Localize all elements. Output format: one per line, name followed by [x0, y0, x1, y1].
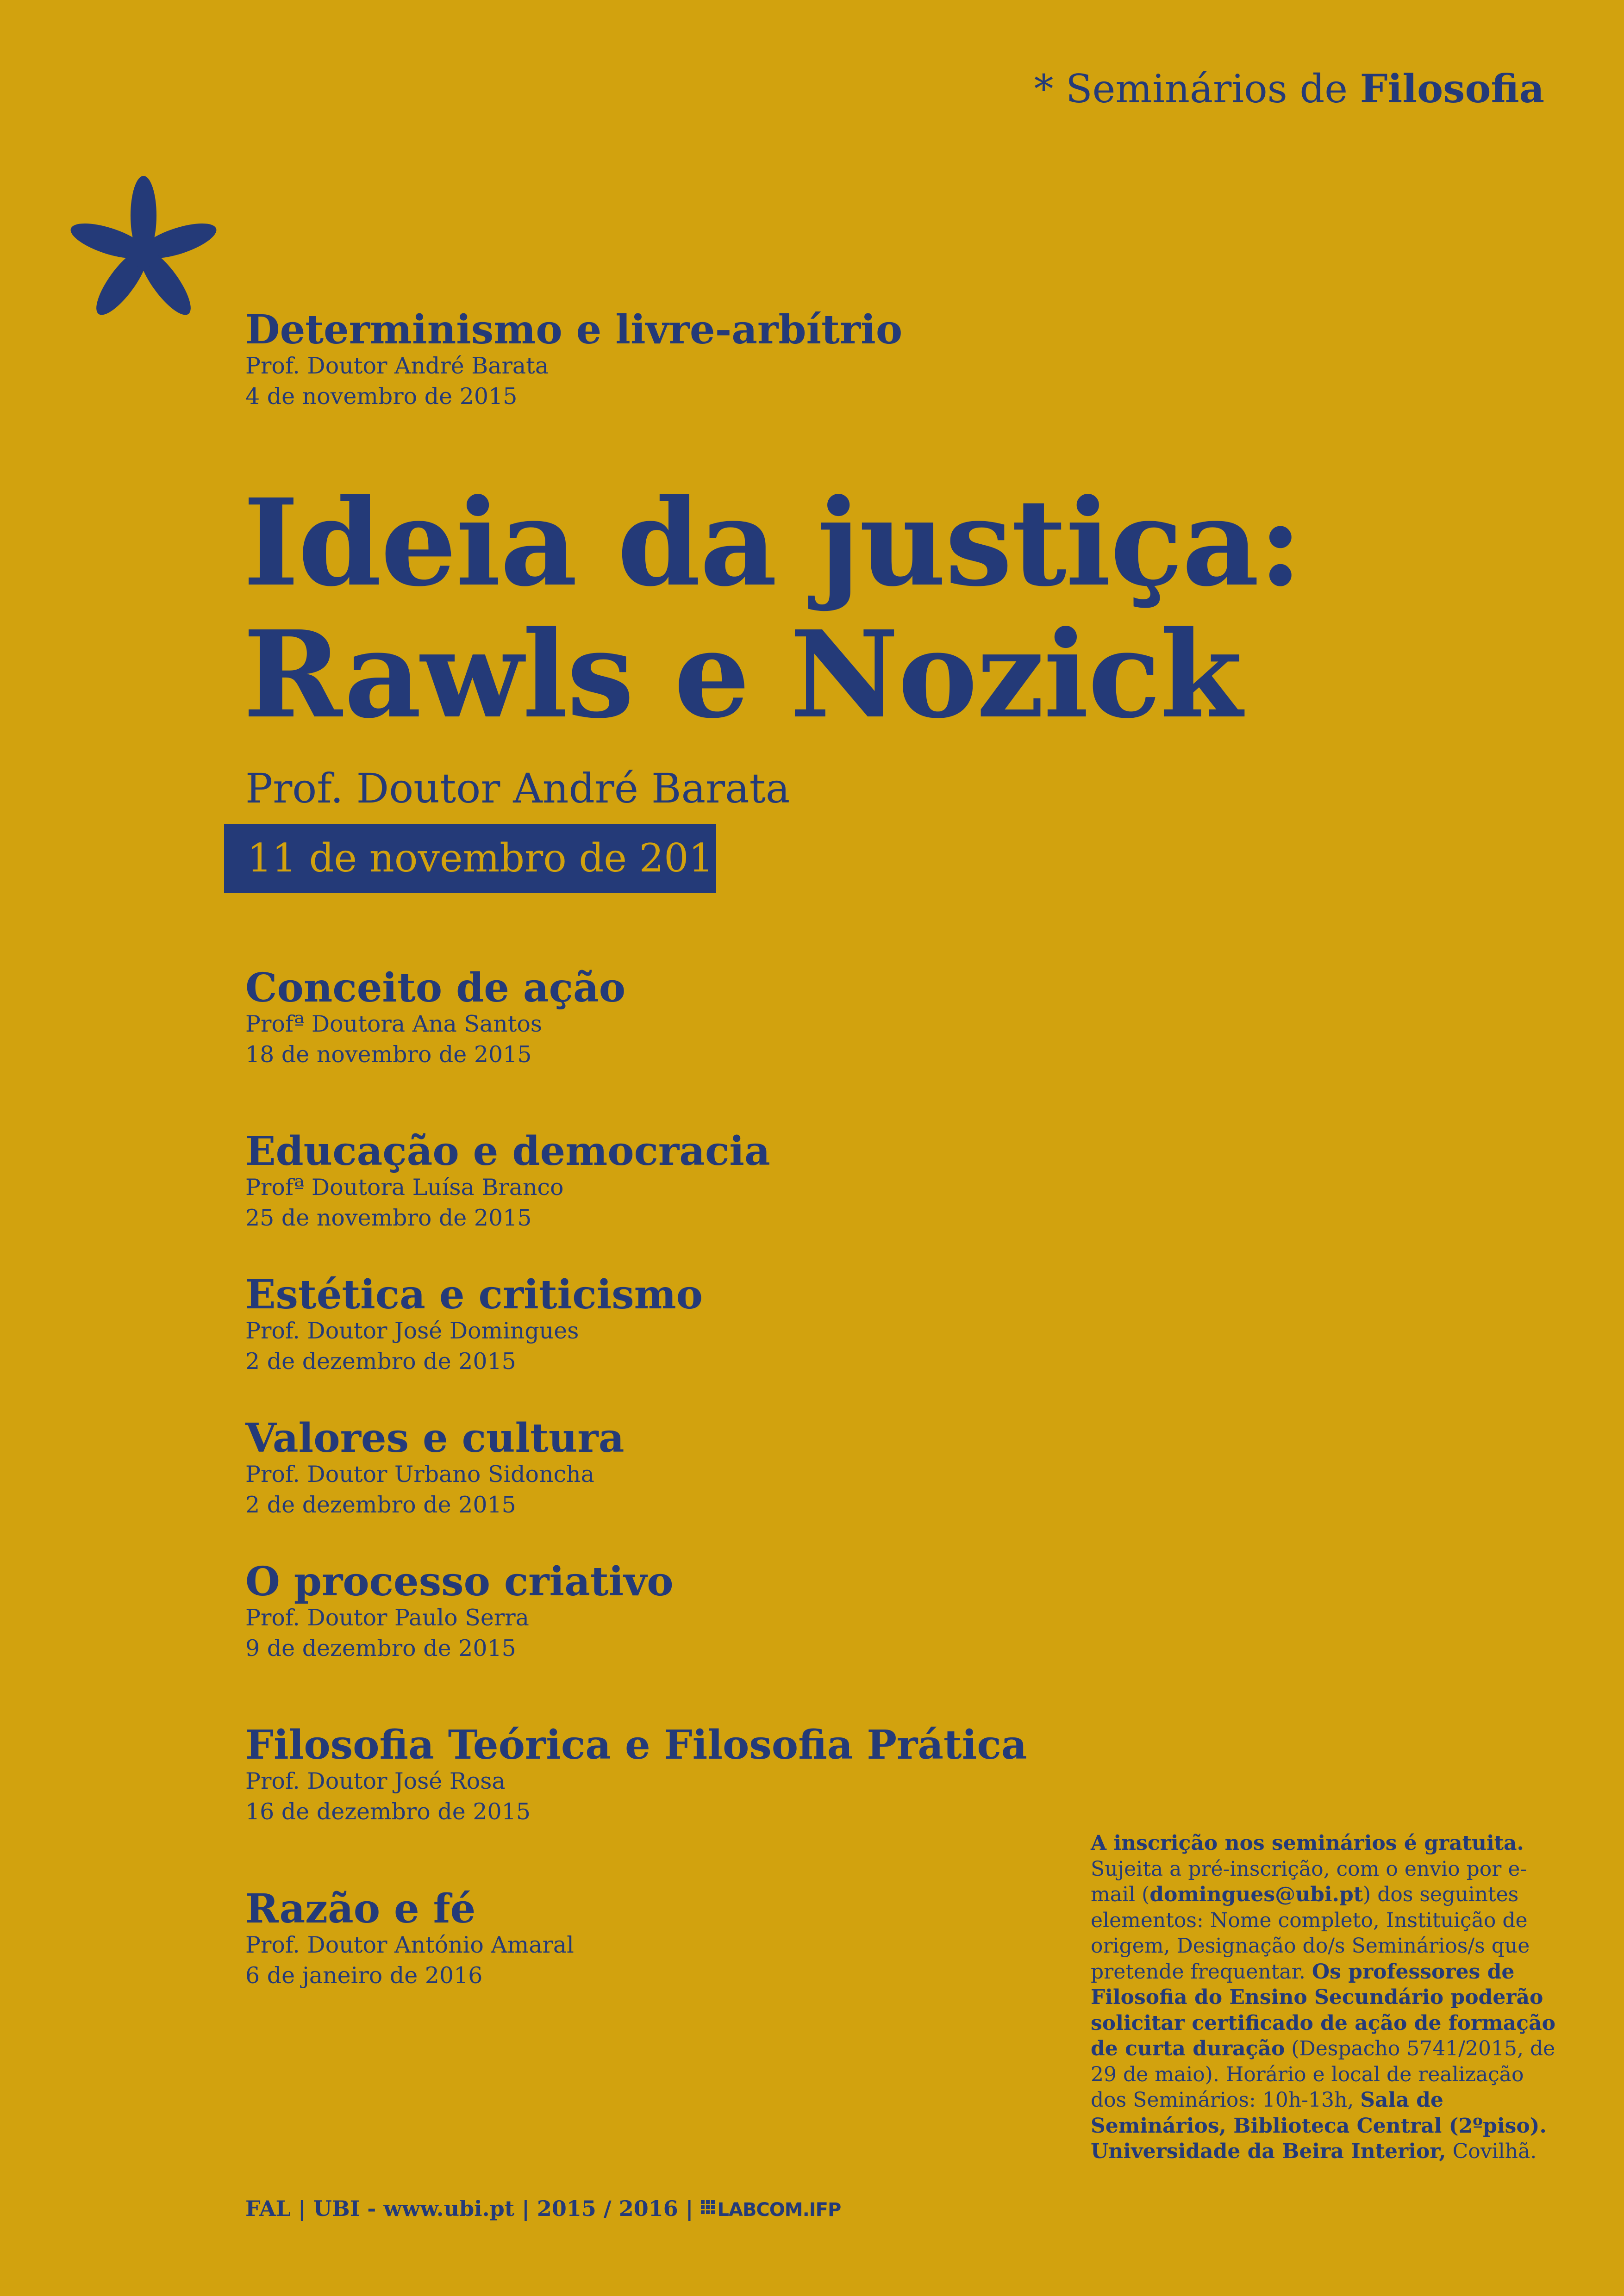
- registration-info: [1091, 1830, 1558, 2165]
- seminar-speaker: Profª Doutora Luísa Branco: [245, 1174, 564, 1201]
- seminar-date: 2 de dezembro de 2015: [245, 1492, 516, 1518]
- seminar-speaker: Prof. Doutor José Rosa: [245, 1768, 506, 1795]
- asterisk-icon: [67, 176, 220, 329]
- seminar-date: 4 de novembro de 2015: [245, 383, 518, 410]
- series-title: [1034, 66, 1544, 112]
- featured-title-line1: Ideia da justiça:: [243, 473, 1302, 613]
- featured-seminar: [243, 473, 1302, 812]
- labcom-grid-icon: [701, 2200, 715, 2217]
- seminar-title: Valores e cultura: [245, 1415, 625, 1462]
- seminar-title: O processo criativo: [245, 1558, 674, 1605]
- series-title-bold: Filosofia: [1360, 66, 1544, 112]
- featured-title-line2: Rawls e Nozick: [243, 604, 1242, 745]
- seminar-title: Razão e fé: [245, 1885, 476, 1932]
- info-email[interactable]: domingues@ubi.pt: [1149, 1883, 1363, 1906]
- seminar-razao-e-fe: [245, 1885, 574, 1991]
- seminar-speaker: Prof. Doutor José Domingues: [245, 1318, 579, 1344]
- info-text: ) dos seguintes elementos: Nome completo, Instituição de origem, Designação do/s Seminários/s que pretende frequentar.: [1091, 1883, 1530, 1984]
- seminar-o-processo-criativo: [245, 1558, 674, 1664]
- info-free-registration: A inscrição nos seminários é gratuita.: [1091, 1831, 1524, 1855]
- info-text: (Despacho 5741/2015, de 29 de maio). Horário e local de realização dos Seminários: 10h-13h,: [1091, 2037, 1555, 2112]
- labcom-logo-text: LABCOM.IFP: [717, 2199, 841, 2221]
- seminar-date: 6 de janeiro de 2016: [245, 1962, 483, 1989]
- series-title-prefix: * Seminários de: [1034, 66, 1360, 112]
- seminar-filosofia-teorica-e-pratica: [245, 1724, 1027, 1827]
- seminar-speaker: Prof. Doutor Paulo Serra: [245, 1605, 529, 1631]
- info-text: Covilhã.: [1446, 2140, 1537, 2163]
- seminar-speaker: Prof. Doutor Urbano Sidoncha: [245, 1461, 594, 1488]
- seminar-educacao-e-democracia: [245, 1128, 770, 1233]
- seminar-speaker: Prof. Doutor André Barata: [245, 353, 549, 380]
- info-text: Sujeita a pré-inscrição, com o envio por e-mail (: [1091, 1857, 1527, 1906]
- info-teachers-certificate: Os professores de Filosofia do Ensino Secundário poderão solicitar certificado de ação de formação de curta duração: [1091, 1960, 1555, 2060]
- seminar-speaker: Prof. Doutor António Amaral: [245, 1932, 574, 1959]
- seminar-determinismo: [245, 306, 903, 412]
- featured-speaker: Prof. Doutor André Barata: [245, 765, 790, 812]
- seminar-title: Educação e democracia: [245, 1128, 770, 1175]
- seminar-date: 16 de dezembro de 2015: [245, 1798, 531, 1825]
- featured-date-badge: 11 de novembro de 2015: [224, 824, 716, 893]
- seminar-estetica-e-criticismo: [245, 1271, 703, 1377]
- seminar-date: 18 de novembro de 2015: [245, 1041, 532, 1068]
- seminar-title: Determinismo e livre-arbítrio: [245, 306, 903, 353]
- seminar-date: 9 de dezembro de 2015: [245, 1635, 516, 1662]
- seminar-speaker: Profª Doutora Ana Santos: [245, 1011, 543, 1038]
- seminar-conceito-de-acao: [245, 964, 626, 1070]
- seminar-valores-e-cultura: [245, 1415, 625, 1520]
- seminar-date: 2 de dezembro de 2015: [245, 1348, 516, 1375]
- seminar-title: Conceito de ação: [245, 964, 626, 1011]
- seminar-title: Estética e criticismo: [245, 1271, 703, 1318]
- seminar-title: Filosofia Teórica e Filosofia Prática: [245, 1722, 1027, 1768]
- info-location: Sala de Seminários, Biblioteca Central (2ºpiso). Universidade da Beira Interior,: [1091, 2088, 1547, 2163]
- seminar-date: 25 de novembro de 2015: [245, 1205, 532, 1232]
- footer: [245, 2196, 841, 2221]
- footer-text: FAL | UBI - www.ubi.pt | 2015 / 2016 |: [245, 2196, 701, 2221]
